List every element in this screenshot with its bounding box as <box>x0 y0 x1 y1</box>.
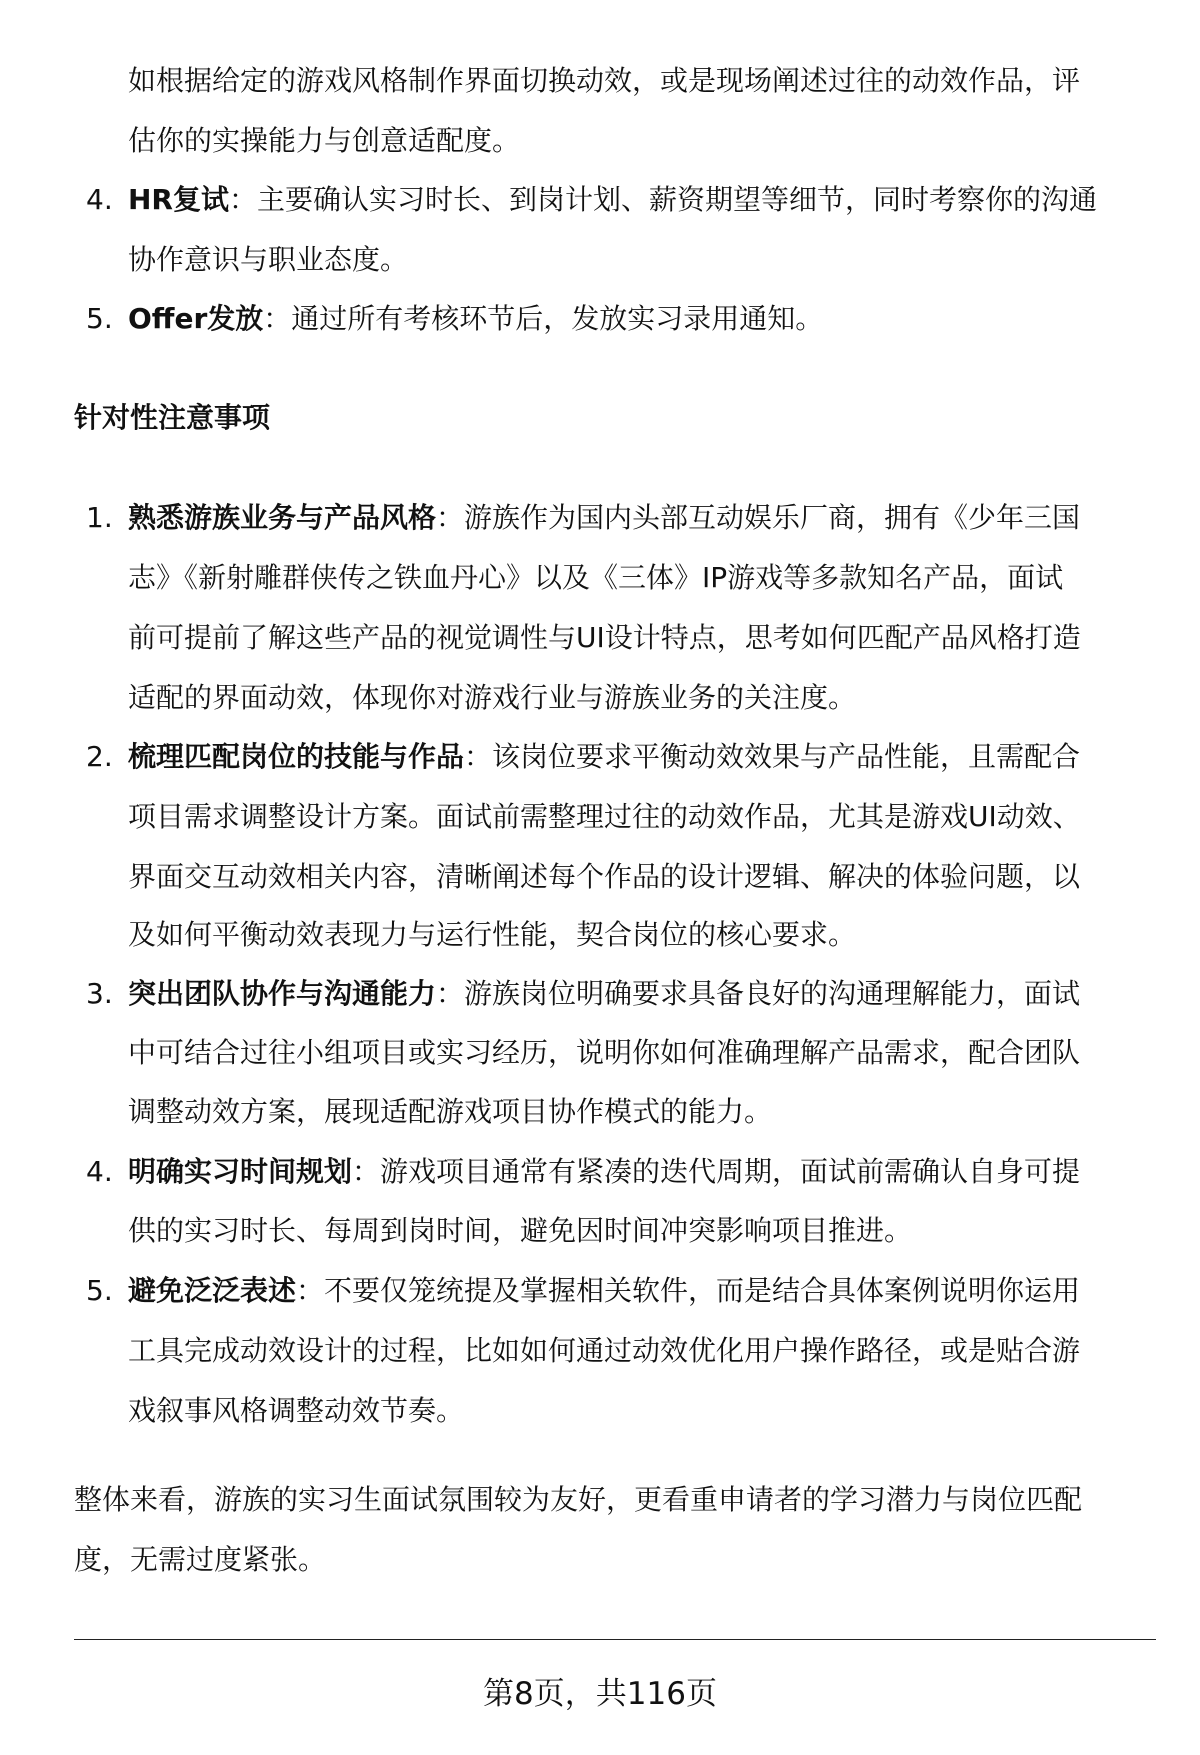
conclusion-line: 度，无需过度紧张。 <box>74 1543 327 1576</box>
tip-title: 熟悉游族业务与产品风格 <box>128 501 437 534</box>
conclusion-line: 整体来看，游族的实习生面试氛围较为友好，更看重申请者的学习潜力与岗位匹配 <box>74 1483 1083 1516</box>
item-text: ：通过所有考核环节后，发放实习录用通知。 <box>263 302 824 335</box>
tip-text-line: 戏叙事风格调整动效节奏。 <box>128 1394 465 1427</box>
tip-item <box>128 498 1080 538</box>
list-number: 4. <box>86 183 113 216</box>
list-item-offer <box>128 299 823 339</box>
list-number: 4. <box>86 1155 113 1188</box>
list-item-hr-retest <box>128 180 1097 220</box>
tip-text: ：游族岗位明确要求具备良好的沟通理解能力，面试 <box>436 977 1081 1010</box>
list-continuation-line: 如根据给定的游戏风格制作界面切换动效，或是现场阐述过往的动效作品，评 <box>128 64 1081 97</box>
tip-text-line: 项目需求调整设计方案。面试前需整理过往的动效作品，尤其是游戏UI动效、 <box>128 800 1081 833</box>
list-number: 5. <box>86 302 113 335</box>
tip-text-line: 志》《新射雕群侠传之铁血丹心》以及《三体》IP游戏等多款知名产品，面试 <box>128 561 1064 594</box>
tip-text-line: 界面交互动效相关内容，清晰阐述每个作品的设计逻辑、解决的体验问题，以 <box>128 860 1081 893</box>
tip-text: ：不要仅笼统提及掌握相关软件，而是结合具体案例说明你运用 <box>296 1274 1081 1307</box>
item-title: Offer发放 <box>128 302 264 335</box>
tip-item <box>128 737 1080 777</box>
tip-title: 突出团队协作与沟通能力 <box>128 977 437 1010</box>
tip-title: 梳理匹配岗位的技能与作品 <box>128 740 465 773</box>
item-title: HR复试 <box>128 183 229 216</box>
tip-title: 避免泛泛表述 <box>128 1274 297 1307</box>
tip-item <box>128 974 1080 1014</box>
list-number: 5. <box>86 1274 113 1307</box>
tip-text: ：游戏项目通常有紧凑的迭代周期，面试前需确认自身可提 <box>352 1155 1081 1188</box>
tip-text: ：该岗位要求平衡动效效果与产品性能，且需配合 <box>464 740 1081 773</box>
tip-item <box>128 1152 1080 1192</box>
list-number: 1. <box>86 501 113 534</box>
tip-text-line: 调整动效方案，展现适配游戏项目协作模式的能力。 <box>128 1095 773 1128</box>
tip-text-line: 前可提前了解这些产品的视觉调性与UI设计特点，思考如何匹配产品风格打造 <box>128 621 1081 654</box>
list-number: 3. <box>86 977 113 1010</box>
section-heading: 针对性注意事项 <box>74 401 271 434</box>
list-number: 2. <box>86 740 113 773</box>
page-number: 第8页，共116页 <box>483 1676 717 1712</box>
tip-text-line: 中可结合过往小组项目或实习经历，说明你如何准确理解产品需求，配合团队 <box>128 1036 1081 1069</box>
tip-text-line: 适配的界面动效，体现你对游戏行业与游族业务的关注度。 <box>128 681 857 714</box>
item-text-line: 协作意识与职业态度。 <box>128 243 409 276</box>
tip-title: 明确实习时间规划 <box>128 1155 353 1188</box>
tip-text-line: 供的实习时长、每周到岗时间，避免因时间冲突影响项目推进。 <box>128 1214 913 1247</box>
tip-text-line: 工具完成动效设计的过程，比如如何通过动效优化用户操作路径，或是贴合游 <box>128 1334 1081 1367</box>
item-text: ：主要确认实习时长、到岗计划、薪资期望等细节，同时考察你的沟通 <box>229 183 1098 216</box>
list-continuation-line: 估你的实操能力与创意适配度。 <box>128 124 521 157</box>
tip-text: ：游族作为国内头部互动娱乐厂商，拥有《少年三国 <box>436 501 1081 534</box>
footer-divider <box>74 1639 1156 1640</box>
tip-text-line: 及如何平衡动效表现力与运行性能，契合岗位的核心要求。 <box>128 918 857 951</box>
tip-item <box>128 1271 1080 1311</box>
